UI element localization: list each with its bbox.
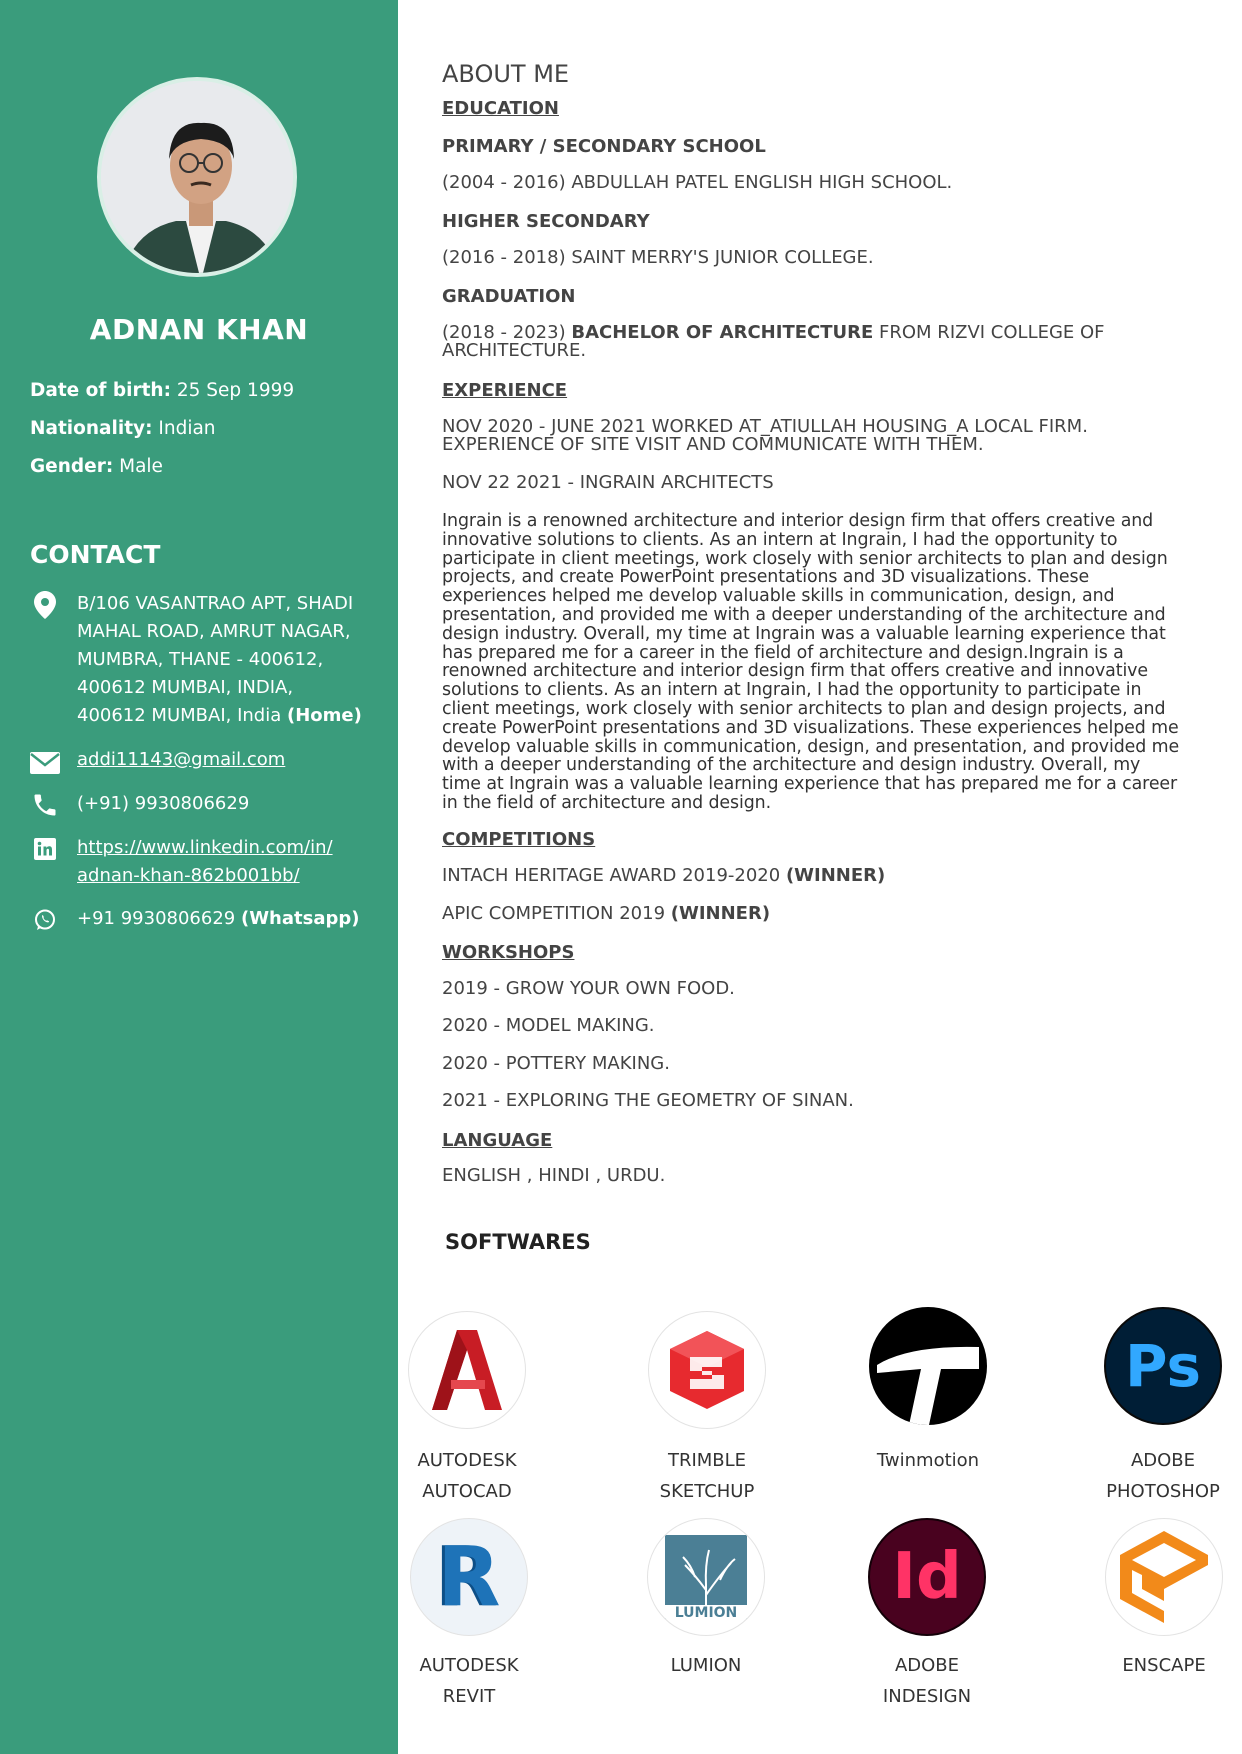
software-label: ENSCAPE bbox=[1122, 1655, 1206, 1676]
autocad-icon bbox=[408, 1311, 526, 1429]
education-heading: EDUCATION bbox=[442, 98, 559, 119]
nationality-value: Indian bbox=[158, 418, 216, 439]
address-line: 400612 MUMBAI, INDIA, bbox=[77, 677, 294, 698]
person-name: ADNAN KHAN bbox=[89, 313, 309, 346]
software-revit bbox=[389, 1518, 549, 1712]
workshop-item: 2019 - GROW YOUR OWN FOOD. bbox=[442, 978, 735, 999]
enscape-icon bbox=[1105, 1518, 1223, 1636]
workshop-item: 2020 - MODEL MAKING. bbox=[442, 1015, 655, 1036]
revit-glyph: R bbox=[437, 1529, 501, 1625]
address-tag: (Home) bbox=[287, 705, 362, 726]
nationality-row bbox=[30, 418, 216, 439]
software-label: AUTOCAD bbox=[422, 1481, 512, 1502]
competition-item bbox=[442, 905, 1212, 923]
software-label: ADOBE bbox=[894, 1655, 960, 1676]
contact-title: CONTACT bbox=[30, 540, 161, 569]
envelope-icon bbox=[30, 748, 60, 778]
experience-2: NOV 22 2021 - INGRAIN ARCHITECTS bbox=[442, 472, 774, 493]
profile-photo bbox=[101, 81, 297, 277]
address-line: B/106 VASANTRAO APT, SHADI bbox=[77, 593, 354, 614]
experience-heading: EXPERIENCE bbox=[442, 380, 568, 401]
software-label: INDESIGN bbox=[882, 1686, 972, 1707]
whatsapp-number: +91 9930806629 bbox=[77, 908, 236, 929]
winner-tag: (WINNER) bbox=[785, 865, 886, 886]
location-pin-icon bbox=[30, 590, 60, 620]
software-indesign bbox=[847, 1518, 1007, 1712]
twinmotion-icon bbox=[869, 1307, 987, 1425]
graduation-text bbox=[442, 324, 1212, 360]
email-link[interactable]: addi11143@gmail.com bbox=[77, 749, 286, 770]
software-label: SKETCHUP bbox=[659, 1481, 755, 1502]
workshop-item: 2021 - EXPLORING THE GEOMETRY OF SINAN. bbox=[442, 1090, 854, 1111]
software-enscape bbox=[1084, 1518, 1242, 1681]
experience-1-line2: EXPERIENCE OF SITE VISIT AND COMMUNICATE WITH THEM. bbox=[442, 434, 984, 455]
linkedin-link[interactable]: adnan-khan-862b001bb/ bbox=[77, 865, 300, 886]
graduation-college: FROM RIZVI COLLEGE OF bbox=[879, 322, 1105, 343]
gender-value: Male bbox=[119, 456, 163, 477]
graduation-years: (2018 - 2023) bbox=[442, 322, 566, 343]
software-label: LUMION bbox=[670, 1655, 742, 1676]
graduation-degree: BACHELOR OF ARCHITECTURE bbox=[571, 322, 874, 343]
software-label: ADOBE bbox=[1130, 1450, 1196, 1471]
whatsapp-row bbox=[77, 905, 387, 933]
lumion-wordmark: LUMION bbox=[674, 1605, 738, 1619]
languages-text: ENGLISH , HINDI , URDU. bbox=[442, 1165, 666, 1186]
software-label: PHOTOSHOP bbox=[1106, 1481, 1220, 1502]
software-photoshop bbox=[1083, 1307, 1242, 1507]
avatar bbox=[97, 77, 297, 277]
dob-label: Date of birth: bbox=[30, 380, 171, 401]
competition-name: INTACH HERITAGE AWARD 2019-2020 bbox=[442, 865, 781, 886]
software-label: TRIMBLE bbox=[667, 1450, 747, 1471]
nationality-label: Nationality: bbox=[30, 418, 153, 439]
higher-heading: HIGHER SECONDARY bbox=[442, 211, 650, 232]
address-line: MUMBRA, THANE - 400612, bbox=[77, 649, 324, 670]
higher-text: (2016 - 2018) SAINT MERRY'S JUNIOR COLLEGE. bbox=[442, 247, 874, 268]
experience-1 bbox=[442, 418, 1212, 454]
address-block bbox=[77, 590, 387, 730]
dob-value: 25 Sep 1999 bbox=[176, 380, 295, 401]
whatsapp-tag: (Whatsapp) bbox=[240, 908, 360, 929]
workshop-item: 2020 - POTTERY MAKING. bbox=[442, 1053, 670, 1074]
sketchup-icon bbox=[648, 1311, 766, 1429]
indesign-icon bbox=[868, 1518, 986, 1636]
address-line: MAHAL ROAD, AMRUT NAGAR, bbox=[77, 621, 351, 642]
graduation-college-cont: ARCHITECTURE. bbox=[442, 340, 587, 361]
software-lumion bbox=[626, 1518, 786, 1681]
competitions-heading: COMPETITIONS bbox=[442, 829, 596, 850]
photoshop-icon bbox=[1104, 1307, 1222, 1425]
linkedin-icon bbox=[30, 834, 60, 864]
gender-row bbox=[30, 456, 163, 477]
experience-1-line1: NOV 2020 - JUNE 2021 WORKED AT_ATIULLAH HOUSING_A LOCAL FIRM. bbox=[442, 416, 1088, 437]
software-label: AUTODESK bbox=[419, 1655, 519, 1676]
winner-tag: (WINNER) bbox=[670, 903, 771, 924]
linkedin-link[interactable]: https://www.linkedin.com/in/ bbox=[77, 837, 333, 858]
competition-name: APIC COMPETITION 2019 bbox=[442, 903, 666, 924]
primary-heading: PRIMARY / SECONDARY SCHOOL bbox=[442, 136, 766, 157]
about-title: ABOUT ME bbox=[442, 60, 570, 88]
phone-icon bbox=[30, 790, 60, 820]
lumion-icon bbox=[647, 1518, 765, 1636]
competition-item bbox=[442, 867, 1212, 885]
whatsapp-icon bbox=[30, 905, 60, 935]
software-label: REVIT bbox=[442, 1686, 496, 1707]
address-line: 400612 MUMBAI, India bbox=[77, 705, 282, 726]
graduation-heading: GRADUATION bbox=[442, 286, 576, 307]
indesign-glyph: Id bbox=[892, 1540, 962, 1614]
experience-2-description: Ingrain is a renowned architecture and interior design firm that offers creative and innovative solutions to clients. As an intern at Ingrain, I had the opportunity to participate in client meetings, work closely with senior architects to plan and design projects, and create PowerPoint presentations and 3D visualizations. These experiences helped me develop valuable skills in communication, design, and presentation, and provided me with a deeper understanding of the architecture and design industry. Overall, my time at Ingrain was a valuable learning experience that has prepared me for a career in the field of architecture and design.Ingrain is a renowned architecture and interior design firm that offers creative and innovative solutions to clients. As an intern at Ingrain, I had the opportunity to participate in client meetings, work closely with senior architects to plan and design projects, and create PowerPoint presentations and 3D visualizations. These experiences helped me develop valuable skills in communication, design, and presentation, and provided me with a deeper understanding of the architecture and design industry. Overall, my time at Ingrain was a valuable learning experience that has prepared me for a career in the field of architecture and design. bbox=[442, 511, 1180, 813]
software-twinmotion bbox=[848, 1307, 1008, 1476]
workshops-heading: WORKSHOPS bbox=[442, 942, 575, 963]
softwares-title: SOFTWARES bbox=[445, 1230, 591, 1254]
dob-row bbox=[30, 380, 294, 401]
revit-icon bbox=[410, 1518, 528, 1636]
language-heading: LANGUAGE bbox=[442, 1130, 553, 1151]
phone-number: (+91) 9930806629 bbox=[77, 793, 250, 814]
software-sketchup bbox=[627, 1311, 787, 1507]
sidebar bbox=[0, 0, 398, 1754]
photoshop-glyph: Ps bbox=[1124, 1332, 1201, 1400]
software-label: Twinmotion bbox=[876, 1450, 980, 1471]
gender-label: Gender: bbox=[30, 456, 114, 477]
primary-text: (2004 - 2016) ABDULLAH PATEL ENGLISH HIGH SCHOOL. bbox=[442, 172, 953, 193]
linkedin-block bbox=[77, 834, 387, 890]
software-label: AUTODESK bbox=[417, 1450, 517, 1471]
software-autocad bbox=[387, 1311, 547, 1507]
